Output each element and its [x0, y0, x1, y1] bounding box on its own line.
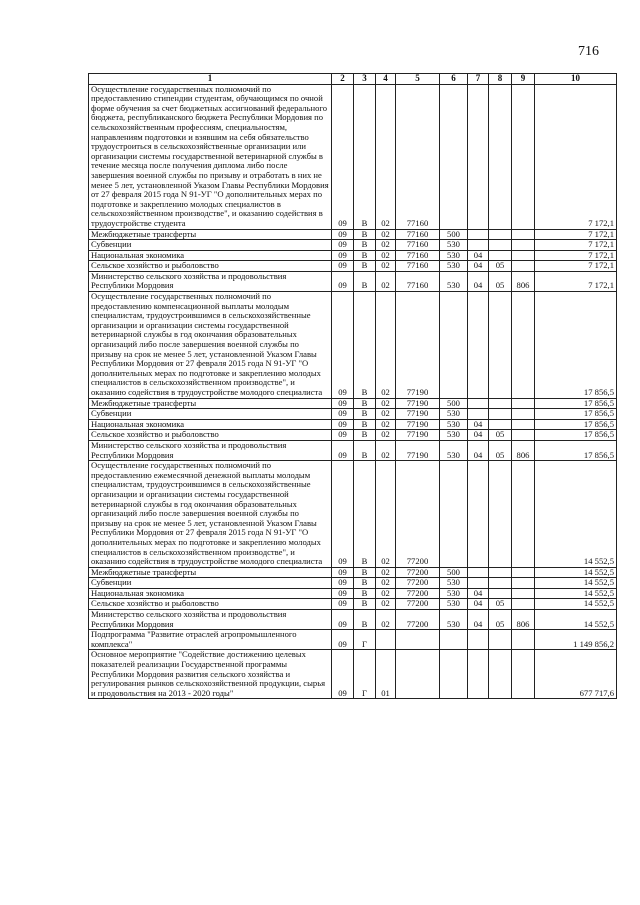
code-cell: 530 [440, 409, 468, 420]
code-cell: 02 [376, 419, 396, 430]
table-row [89, 630, 617, 650]
header-cell: 7 [468, 74, 489, 85]
code-cell: 02 [376, 578, 396, 589]
row-name-cell: Национальная экономика [89, 588, 332, 599]
code-cell: 09 [332, 84, 354, 229]
code-cell [468, 84, 489, 229]
code-cell: 530 [440, 588, 468, 599]
code-cell: 530 [440, 440, 468, 460]
amount-cell: 677 717,6 [535, 650, 617, 699]
code-cell: В [354, 440, 376, 460]
code-cell: 530 [440, 240, 468, 251]
code-cell: В [354, 240, 376, 251]
code-cell: 02 [376, 240, 396, 251]
code-cell: 77190 [396, 430, 440, 441]
code-cell: 530 [440, 578, 468, 589]
code-cell [489, 588, 512, 599]
code-cell: 77200 [396, 599, 440, 610]
code-cell: 02 [376, 398, 396, 409]
code-cell: 09 [332, 398, 354, 409]
budget-table [88, 73, 617, 699]
code-cell [512, 419, 535, 430]
code-cell: 09 [332, 578, 354, 589]
table-row [89, 271, 617, 291]
code-cell: Г [354, 630, 376, 650]
code-cell [440, 84, 468, 229]
code-cell [468, 240, 489, 251]
code-cell: 02 [376, 409, 396, 420]
code-cell [512, 461, 535, 568]
code-cell: 09 [332, 292, 354, 399]
table-row [89, 229, 617, 240]
code-cell: 500 [440, 398, 468, 409]
header-cell: 4 [376, 74, 396, 85]
code-cell: 04 [468, 588, 489, 599]
code-cell [489, 250, 512, 261]
amount-cell: 14 552,5 [535, 599, 617, 610]
code-cell: 530 [440, 419, 468, 430]
code-cell [512, 630, 535, 650]
table-row [89, 240, 617, 251]
code-cell: 05 [489, 440, 512, 460]
table-row [89, 409, 617, 420]
code-cell: 05 [489, 430, 512, 441]
code-cell: В [354, 610, 376, 630]
code-cell: 09 [332, 250, 354, 261]
code-cell: 02 [376, 610, 396, 630]
code-cell: 09 [332, 261, 354, 272]
code-cell: В [354, 599, 376, 610]
code-cell: 01 [376, 650, 396, 699]
row-name-cell: Министерство сельского хозяйства и продовольствия Республики Мордовия [89, 271, 332, 291]
header-cell: 9 [512, 74, 535, 85]
code-cell [440, 650, 468, 699]
table-row [89, 440, 617, 460]
code-cell: 09 [332, 409, 354, 420]
code-cell: 02 [376, 567, 396, 578]
table-row [89, 292, 617, 399]
code-cell [489, 567, 512, 578]
table-row [89, 610, 617, 630]
table-row [89, 419, 617, 430]
code-cell: В [354, 567, 376, 578]
code-cell: В [354, 84, 376, 229]
row-name-cell: Межбюджетные трансферты [89, 398, 332, 409]
code-cell: 806 [512, 271, 535, 291]
amount-cell: 7 172,1 [535, 84, 617, 229]
code-cell: 09 [332, 630, 354, 650]
amount-cell: 7 172,1 [535, 229, 617, 240]
table-row [89, 599, 617, 610]
amount-cell: 7 172,1 [535, 250, 617, 261]
code-cell: 530 [440, 610, 468, 630]
code-cell [512, 409, 535, 420]
code-cell: 530 [440, 250, 468, 261]
amount-cell: 1 149 856,2 [535, 630, 617, 650]
code-cell: 77160 [396, 84, 440, 229]
amount-cell: 14 552,5 [535, 578, 617, 589]
amount-cell: 17 856,5 [535, 292, 617, 399]
code-cell: 530 [440, 430, 468, 441]
row-name-cell: Осуществление государственных полномочий по предоставлению компенсационной выплаты молодым специалистам, трудоустроившимся в сельскохозяйственные организации и организации системы государственной ветеринарной службы в год окончания образовательных организаций либо после завершения военной службы по призыву на срок не менее 5 лет, установленной Указом Главы Республики Мордовия от 27 февраля 2015 года N 91-УГ "О дополнительных мерах по подготовке и закреплению молодых специалистов в сельскохозяйственном производстве", и оказанию содействия в трудоустройстве молодого специалиста [89, 292, 332, 399]
amount-cell: 17 856,5 [535, 409, 617, 420]
code-cell: 02 [376, 292, 396, 399]
code-cell: 05 [489, 261, 512, 272]
code-cell [468, 292, 489, 399]
row-name-cell: Субвенции [89, 409, 332, 420]
code-cell: 04 [468, 430, 489, 441]
code-cell [468, 398, 489, 409]
code-cell: 806 [512, 440, 535, 460]
amount-cell: 17 856,5 [535, 430, 617, 441]
code-cell: 04 [468, 599, 489, 610]
code-cell [376, 630, 396, 650]
code-cell: 77160 [396, 271, 440, 291]
amount-cell: 7 172,1 [535, 271, 617, 291]
code-cell [512, 650, 535, 699]
code-cell [489, 229, 512, 240]
code-cell: 02 [376, 250, 396, 261]
amount-cell: 7 172,1 [535, 261, 617, 272]
table-row [89, 461, 617, 568]
code-cell: 77190 [396, 292, 440, 399]
code-cell: 05 [489, 599, 512, 610]
code-cell: 500 [440, 229, 468, 240]
code-cell: 09 [332, 271, 354, 291]
code-cell [468, 409, 489, 420]
code-cell: В [354, 419, 376, 430]
table-row [89, 261, 617, 272]
table-row [89, 398, 617, 409]
row-name-cell: Осуществление государственных полномочий по предоставлению ежемесячной денежной выплаты молодым специалистам, трудоустроившимся в сельскохозяйственные организации и организации системы государственной ветеринарной службы в год окончания образовательных организаций либо после завершения военной службы по призыву на срок не менее 5 лет, установленной Указом Главы Республики Мордовия от 27 февраля 2015 года N 91-УГ "О дополнительных мерах по подготовке и закреплению молодых специалистов в сельскохозяйственном производстве", и оказанию содействия в трудоустройстве молодого специалиста [89, 461, 332, 568]
code-cell [468, 567, 489, 578]
code-cell [489, 578, 512, 589]
amount-cell: 7 172,1 [535, 240, 617, 251]
code-cell: 09 [332, 588, 354, 599]
code-cell: 530 [440, 599, 468, 610]
table-row [89, 650, 617, 699]
code-cell: В [354, 261, 376, 272]
table-row [89, 588, 617, 599]
code-cell [489, 419, 512, 430]
code-cell: 02 [376, 440, 396, 460]
code-cell [512, 578, 535, 589]
code-cell: 02 [376, 229, 396, 240]
header-cell: 10 [535, 74, 617, 85]
row-name-cell: Осуществление государственных полномочий по предоставлению стипендии студентам, обучающимся по очной форме обучения за счет бюджетных ассигнований федерального бюджета, республиканского бюджета Республики Мордовия по сельскохозяйственным профессиям, специальностям, направлениям подготовки и взявшим на себя обязательство трудоустроиться в сельскохозяйственные организации или организации системы государственной ветеринарной службы в течение месяца после получения диплома либо после завершения военной службы по призыву и отработать в них не менее 5 лет, установленной Указом Главы Республики Мордовия от 27 февраля 2015 года N 91-УГ "О дополнительных мерах по подготовке и закреплению молодых специалистов в сельскохозяйственном производстве", и оказанию содействия в трудоустройстве студента [89, 84, 332, 229]
code-cell: 02 [376, 430, 396, 441]
code-cell: В [354, 578, 376, 589]
row-name-cell: Национальная экономика [89, 250, 332, 261]
code-cell: 02 [376, 588, 396, 599]
code-cell [468, 229, 489, 240]
code-cell: 02 [376, 461, 396, 568]
row-name-cell: Национальная экономика [89, 419, 332, 430]
table-row [89, 567, 617, 578]
code-cell: 02 [376, 261, 396, 272]
table-row [89, 250, 617, 261]
code-cell: 530 [440, 271, 468, 291]
code-cell: В [354, 229, 376, 240]
code-cell: В [354, 292, 376, 399]
row-name-cell: Сельское хозяйство и рыболовство [89, 599, 332, 610]
code-cell [489, 461, 512, 568]
code-cell: 02 [376, 271, 396, 291]
code-cell [468, 578, 489, 589]
code-cell: 04 [468, 261, 489, 272]
row-name-cell: Министерство сельского хозяйства и продовольствия Республики Мордовия [89, 610, 332, 630]
code-cell: 09 [332, 610, 354, 630]
amount-cell: 17 856,5 [535, 440, 617, 460]
code-cell [468, 650, 489, 699]
code-cell: 500 [440, 567, 468, 578]
code-cell: Г [354, 650, 376, 699]
code-cell: 77200 [396, 567, 440, 578]
code-cell [512, 261, 535, 272]
table-row [89, 430, 617, 441]
code-cell: 77160 [396, 250, 440, 261]
row-name-cell: Межбюджетные трансферты [89, 567, 332, 578]
code-cell: 530 [440, 261, 468, 272]
header-cell: 1 [89, 74, 332, 85]
header-cell: 8 [489, 74, 512, 85]
amount-cell: 14 552,5 [535, 588, 617, 599]
code-cell [440, 292, 468, 399]
header-cell: 6 [440, 74, 468, 85]
code-cell: В [354, 271, 376, 291]
amount-cell: 14 552,5 [535, 610, 617, 630]
code-cell: В [354, 430, 376, 441]
code-cell [512, 599, 535, 610]
code-cell: 77190 [396, 419, 440, 430]
code-cell: 77160 [396, 261, 440, 272]
code-cell: 77200 [396, 461, 440, 568]
code-cell [512, 292, 535, 399]
code-cell [512, 398, 535, 409]
code-cell: 77190 [396, 409, 440, 420]
code-cell [396, 650, 440, 699]
code-cell: 04 [468, 610, 489, 630]
code-cell [512, 567, 535, 578]
code-cell: 05 [489, 271, 512, 291]
code-cell [489, 650, 512, 699]
code-cell: 09 [332, 567, 354, 578]
code-cell [489, 292, 512, 399]
code-cell: 02 [376, 84, 396, 229]
code-cell [489, 409, 512, 420]
row-name-cell: Сельское хозяйство и рыболовство [89, 261, 332, 272]
code-cell [440, 461, 468, 568]
row-name-cell: Межбюджетные трансферты [89, 229, 332, 240]
code-cell: 05 [489, 610, 512, 630]
code-cell: 09 [332, 240, 354, 251]
amount-cell: 14 552,5 [535, 461, 617, 568]
code-cell [489, 630, 512, 650]
row-name-cell: Основное мероприятие "Содействие достижению целевых показателей реализации Государственной программы Республики Мордовия развития сельского хозяйства и регулирования рынков сельскохозяйственной продукции, сырья и продовольствия на 2013 - 2020 годы" [89, 650, 332, 699]
amount-cell: 14 552,5 [535, 567, 617, 578]
code-cell: 09 [332, 599, 354, 610]
code-cell: 77200 [396, 578, 440, 589]
code-cell: В [354, 461, 376, 568]
code-cell [512, 84, 535, 229]
code-cell: 77160 [396, 229, 440, 240]
code-cell [489, 240, 512, 251]
code-cell: 09 [332, 440, 354, 460]
row-name-cell: Подпрограмма "Развитие отраслей агропромышленного комплекса" [89, 630, 332, 650]
code-cell [440, 630, 468, 650]
code-cell: В [354, 250, 376, 261]
table-row [89, 84, 617, 229]
code-cell: 09 [332, 650, 354, 699]
code-cell: 09 [332, 229, 354, 240]
table-row [89, 578, 617, 589]
code-cell: 04 [468, 440, 489, 460]
code-cell: 77160 [396, 240, 440, 251]
code-cell: 04 [468, 419, 489, 430]
code-cell: 04 [468, 271, 489, 291]
code-cell: В [354, 588, 376, 599]
row-name-cell: Субвенции [89, 578, 332, 589]
code-cell: 77200 [396, 588, 440, 599]
code-cell: 77190 [396, 398, 440, 409]
code-cell: В [354, 398, 376, 409]
code-cell: 09 [332, 461, 354, 568]
row-name-cell: Субвенции [89, 240, 332, 251]
amount-cell: 17 856,5 [535, 398, 617, 409]
code-cell: В [354, 409, 376, 420]
code-cell [489, 84, 512, 229]
code-cell [512, 250, 535, 261]
code-cell [512, 240, 535, 251]
code-cell: 77200 [396, 610, 440, 630]
code-cell: 09 [332, 430, 354, 441]
code-cell [396, 630, 440, 650]
code-cell [489, 398, 512, 409]
header-cell: 2 [332, 74, 354, 85]
code-cell [512, 229, 535, 240]
code-cell: 806 [512, 610, 535, 630]
code-cell [512, 588, 535, 599]
table-body [89, 84, 617, 699]
code-cell: 77190 [396, 440, 440, 460]
code-cell: 02 [376, 599, 396, 610]
code-cell: 09 [332, 419, 354, 430]
header-cell: 5 [396, 74, 440, 85]
code-cell [468, 630, 489, 650]
header-cell: 3 [354, 74, 376, 85]
code-cell: 04 [468, 250, 489, 261]
code-cell [468, 461, 489, 568]
page-number: 716 [578, 44, 599, 59]
code-cell [512, 430, 535, 441]
row-name-cell: Министерство сельского хозяйства и продовольствия Республики Мордовия [89, 440, 332, 460]
row-name-cell: Сельское хозяйство и рыболовство [89, 430, 332, 441]
amount-cell: 17 856,5 [535, 419, 617, 430]
header-row [89, 74, 617, 85]
